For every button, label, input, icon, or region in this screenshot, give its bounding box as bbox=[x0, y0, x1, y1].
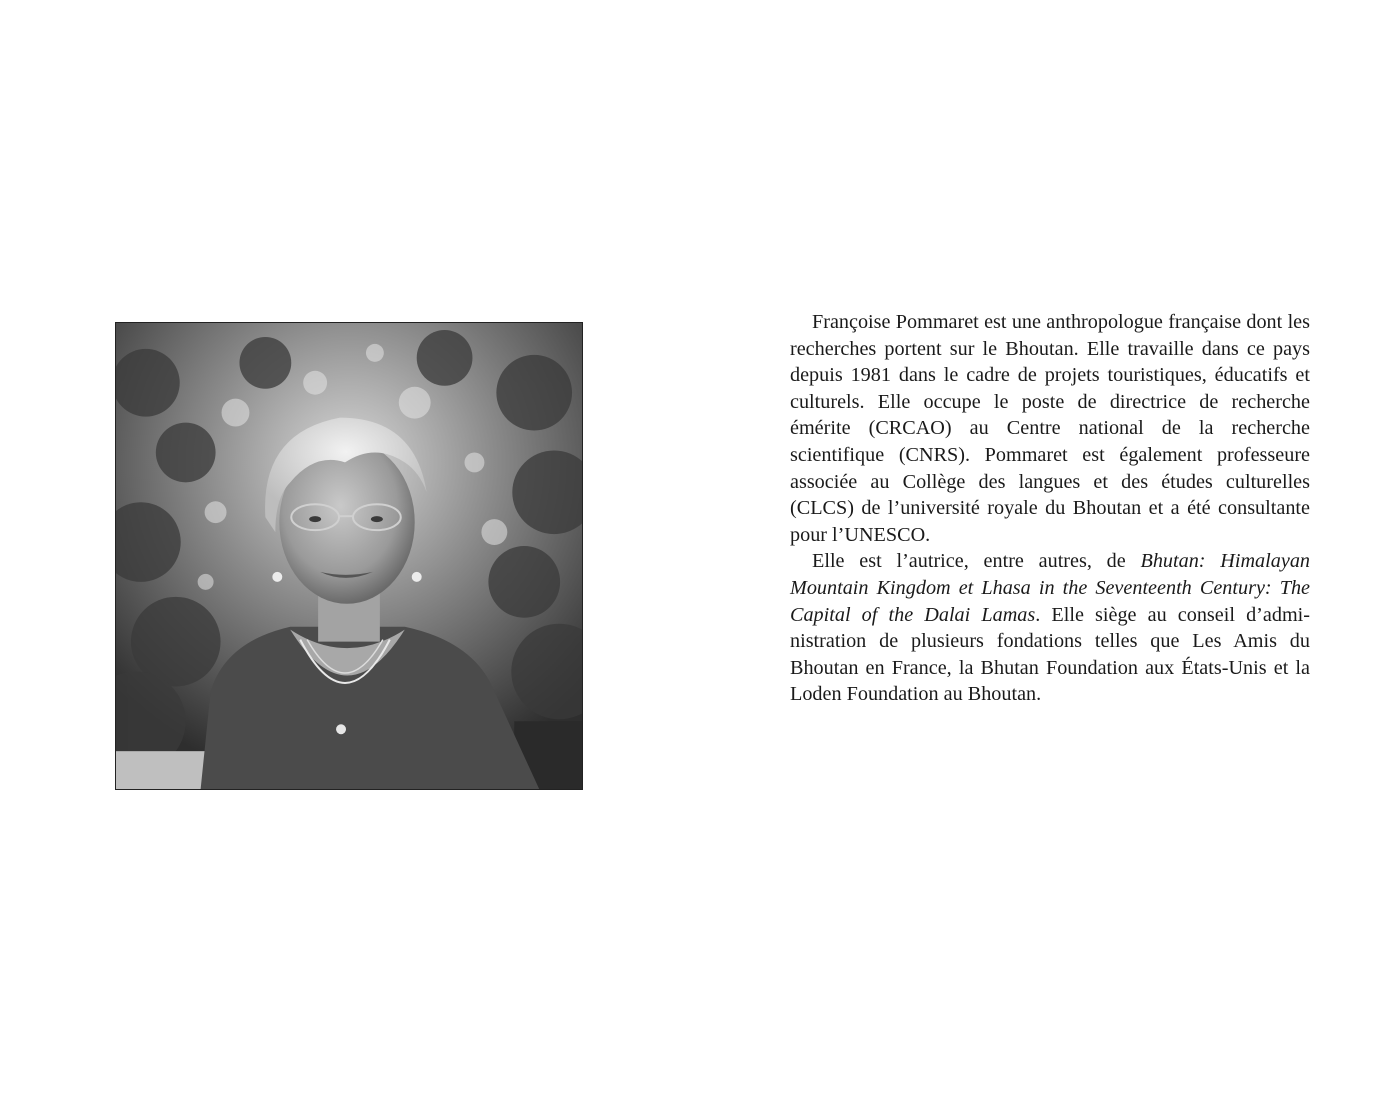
bio-paragraph-1: Françoise Pommaret est une anthropologue française dont les recherches portent sur le Bhoutan. Elle travaille dans ce pays depuis 1981 dans le cadre de projets touristiques, éducatifs et culturels. Elle occupe le poste de directrice de recherche émérite (CRCAO) au Centre national de la recherche scientifique (CNRS). Pommaret est également professeure associée au Collège des langues et des études culturelles (CLCS) de l’université royale du Bhoutan et a été consultante pour l’UNESCO. bbox=[790, 311, 1310, 546]
author-biography bbox=[790, 309, 1310, 708]
bio-paragraph-2-rest: . Elle siège au conseil d’administration de plusieurs fondations telles que Les Amis du Bhoutan en France, la Bhutan Foundation aux États-Unis et la Loden Foundation au Bhoutan. bbox=[790, 603, 1310, 706]
book-titles: Bhutan: Himalayan Mountain Kingdom et Lhasa in the Seventeenth Century: The Capital of the Dalai Lamas bbox=[790, 550, 1311, 626]
author-photo bbox=[115, 322, 583, 790]
bio-paragraph-2-intro: Elle est l’autrice, entre autres, de bbox=[812, 550, 1141, 573]
author-portrait-image bbox=[116, 323, 582, 789]
bio-paragraph-2 bbox=[790, 548, 1310, 708]
